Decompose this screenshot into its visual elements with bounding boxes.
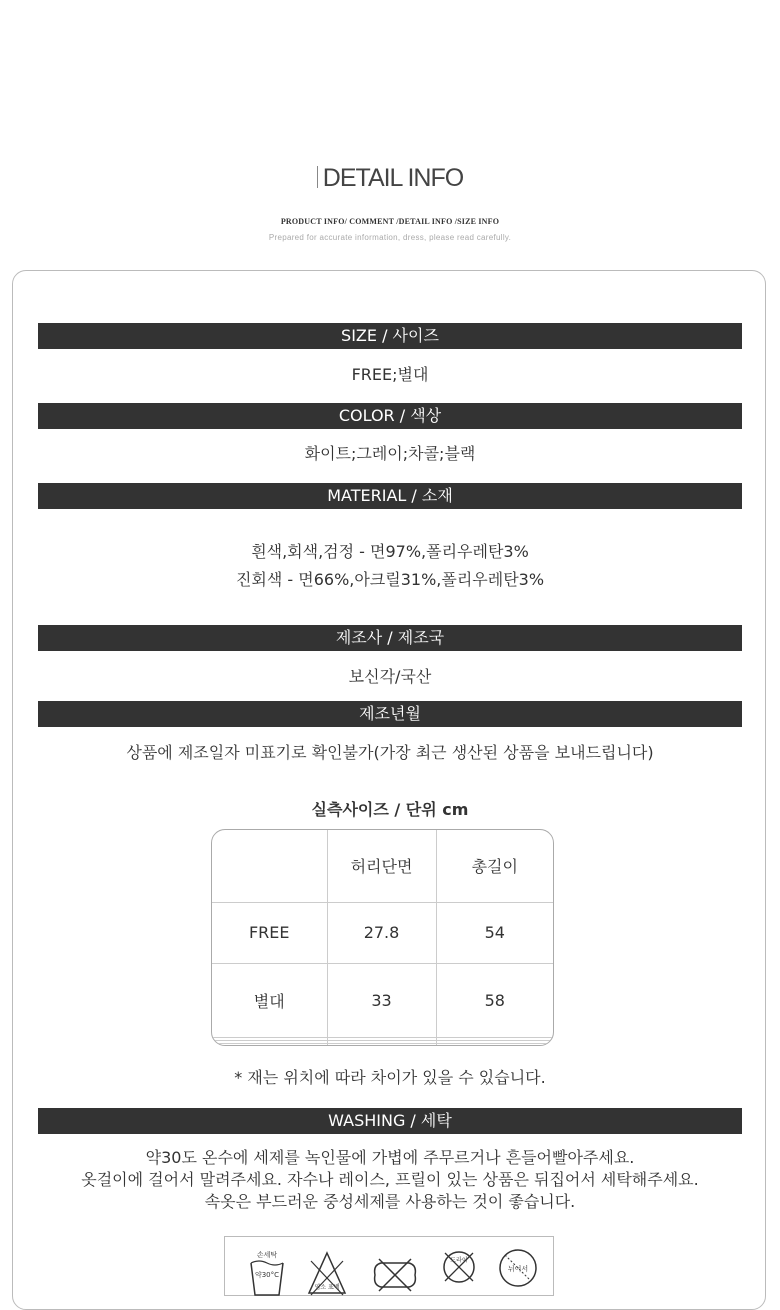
table-row (212, 1043, 553, 1045)
no-dry-clean-icon (439, 1247, 479, 1291)
size-table (211, 829, 554, 1046)
measurement-note: * 재는 위치에 따라 차이가 있을 수 있습니다. (234, 1068, 546, 1087)
hand-wash-icon (245, 1249, 289, 1299)
tagline: Prepared for accurate information, dress, please read carefully. (268, 233, 512, 242)
table-cell (327, 1043, 436, 1045)
table-row (212, 902, 553, 963)
page-title: DETAIL INFO (0, 164, 780, 193)
manufacture-date-header: 제조년월 (38, 701, 742, 727)
color-header: COLOR / 색상 (38, 403, 742, 429)
title-divider (317, 166, 318, 188)
table-cell: 별대 (212, 964, 327, 1038)
lay-flat-dry-icon (495, 1245, 541, 1291)
washing-instructions (0, 1147, 780, 1213)
table-cell: 58 (436, 964, 553, 1038)
svg-text:염소 표백: 염소 표백 (314, 1284, 340, 1291)
size-value: FREE;별대 (351, 365, 429, 384)
table-header-row (212, 830, 553, 902)
svg-text:뉘어서: 뉘어서 (507, 1265, 529, 1273)
svg-text:손세탁: 손세탁 (256, 1251, 278, 1259)
table-cell: FREE (212, 902, 327, 963)
table-cell: 33 (327, 964, 436, 1038)
size-header: SIZE / 사이즈 (38, 323, 742, 349)
care-icons (224, 1236, 554, 1296)
svg-text:드라이: 드라이 (450, 1257, 468, 1264)
svg-text:약30°C: 약30°C (254, 1271, 280, 1279)
table-cell: 27.8 (327, 902, 436, 963)
material-line-1: 흰색,회색,검정 - 면97%,폴리우레탄3% (251, 542, 529, 561)
table-cell (436, 1043, 553, 1045)
manufacture-date-value: 상품에 제조일자 미표기로 확인불가(가장 최근 생산된 상품을 보내드립니다) (126, 743, 654, 762)
material-header: MATERIAL / 소재 (38, 483, 742, 509)
no-wring-icon (371, 1251, 419, 1295)
maker-header: 제조사 / 제조국 (38, 625, 742, 651)
color-value: 화이트;그레이;차콜;블랙 (304, 444, 476, 463)
maker-value: 보신각/국산 (348, 667, 432, 686)
table-row (212, 964, 553, 1038)
table-cell (212, 1043, 327, 1045)
washing-header: WASHING / 세탁 (38, 1108, 742, 1134)
table-cell: 총길이 (436, 830, 553, 902)
no-bleach-icon (305, 1249, 349, 1297)
material-line-2: 진회색 - 면66%,아크릴31%,폴리우레탄3% (235, 570, 545, 589)
table-cell (212, 830, 327, 902)
sub-navigation: PRODUCT INFO/ COMMENT /DETAIL INFO /SIZE INFO (280, 217, 500, 226)
washing-line-3: 속옷은 부드러운 중성세제를 사용하는 것이 좋습니다. (204, 1192, 576, 1211)
table-cell: 허리단면 (327, 830, 436, 902)
size-table-title: 실측사이즈 / 단위 cm (311, 800, 469, 819)
washing-line-1: 약30도 온수에 세제를 녹인물에 가볍에 주무르거나 흔들어빨아주세요. (145, 1148, 635, 1167)
table-cell: 54 (436, 902, 553, 963)
washing-line-2: 옷걸이에 걸어서 말려주세요. 자수나 레이스, 프릴이 있는 상품은 뒤집어서 세탁해주세요. (81, 1170, 699, 1189)
